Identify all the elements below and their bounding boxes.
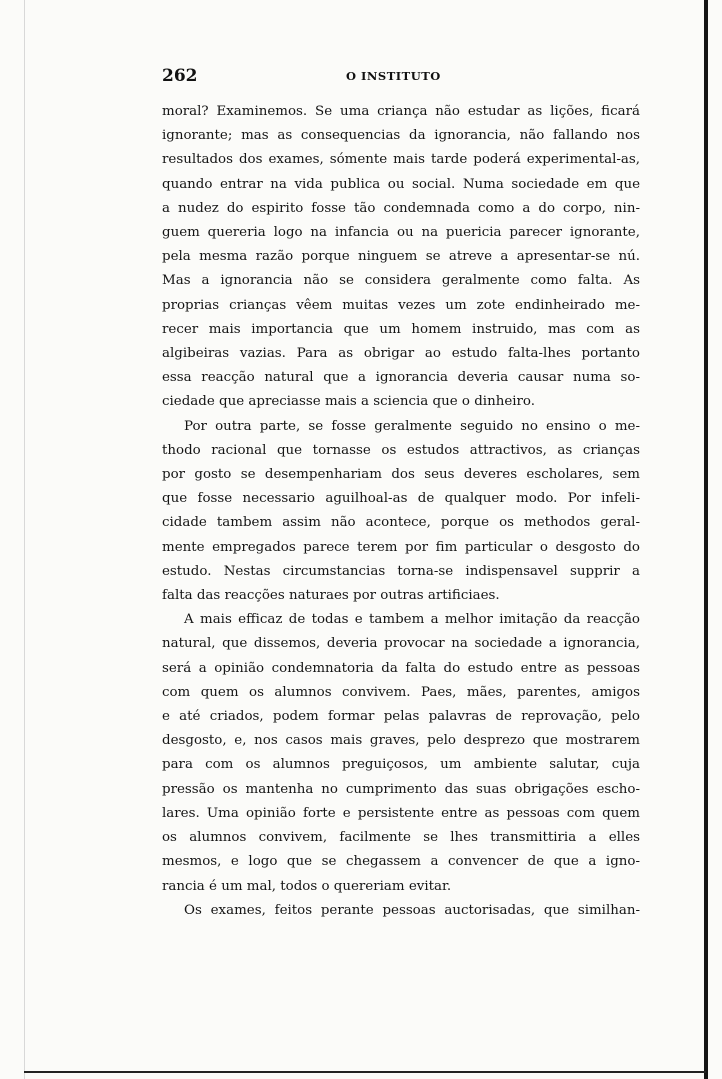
text-line: estudo. Nestas circumstancias torna-se indispensavel supprir a bbox=[162, 563, 640, 579]
text-line: Os exames, feitos perante pessoas auctorisadas, que similhan- bbox=[184, 902, 640, 918]
text-line: resultados dos exames, sómente mais tarde poderá experimental-as, bbox=[162, 152, 640, 168]
text-line: guem quereria logo na infancia ou na puericia parecer ignorante, bbox=[162, 225, 640, 241]
text-line: falta das reacções naturaes por outras artificiaes. bbox=[162, 588, 500, 604]
text-line: quando entrar na vida publica ou social. Numa sociedade em que bbox=[162, 176, 640, 192]
text-line: que fosse necessario aguilhoal-as de qualquer modo. Por infeli- bbox=[162, 491, 640, 507]
page-bottom-edge bbox=[24, 1071, 706, 1073]
text-line: com quem os alumnos convivem. Paes, mães, parentes, amigos bbox=[162, 684, 640, 700]
text-line: ciedade que apreciasse mais a sciencia que o dinheiro. bbox=[162, 394, 536, 410]
text-line: natural, que dissemos, deveria provocar na sociedade a ignorancia, bbox=[162, 636, 640, 652]
text-line: moral? Examinemos. Se uma criança não estudar as lições, ficará bbox=[162, 104, 640, 119]
text-line: thodo racional que tornasse os estudos attractivos, as crianças bbox=[162, 442, 640, 458]
text-line: algibeiras vazias. Para as obrigar ao estudo falta-lhes portanto bbox=[162, 346, 640, 362]
running-head: O INSTITUTO bbox=[346, 69, 441, 83]
text-line: cidade tambem assim não acontece, porque os methodos geral- bbox=[162, 515, 640, 531]
text-line: Mas a ignorancia não se considera geralmente como falta. As bbox=[162, 273, 640, 289]
text-line: essa reacção natural que a ignorancia deveria causar numa so- bbox=[162, 370, 640, 386]
body-text bbox=[162, 100, 640, 923]
text-line: e até criados, podem formar pelas palavras de reprovação, pelo bbox=[162, 709, 640, 725]
text-line: pressão os mantenha no cumprimento das suas obrigações escho- bbox=[162, 781, 640, 797]
text-line: para com os alumnos preguiçosos, um ambiente salutar, cuja bbox=[162, 757, 640, 773]
page-left-edge bbox=[24, 0, 25, 1079]
text-line: desgosto, e, nos casos mais graves, pelo desprezo que mostrarem bbox=[162, 733, 640, 749]
text-line: lares. Uma opinião forte e persistente entre as pessoas com quem bbox=[162, 805, 640, 821]
text-line: os alumnos convivem, facilmente se lhes transmittiria a elles bbox=[162, 830, 640, 846]
text-line: mente empregados parece terem por fim particular o desgosto do bbox=[162, 539, 640, 555]
page-header bbox=[162, 66, 640, 88]
page-number: 262 bbox=[162, 66, 198, 86]
text-line: pela mesma razão porque ninguem se atreve a apresentar-se nú. bbox=[162, 249, 640, 265]
text-line: Por outra parte, se fosse geralmente seguido no ensino o me- bbox=[184, 418, 640, 434]
text-line: rancia é um mal, todos o quereriam evitar. bbox=[162, 878, 452, 894]
text-line: a nudez do espirito fosse tão condemnada como a do corpo, nin- bbox=[162, 200, 640, 216]
text-line: será a opinião condemnatoria da falta do estudo entre as pessoas bbox=[162, 660, 640, 676]
text-line: ignorante; mas as consequencias da ignorancia, não fallando nos bbox=[162, 128, 640, 144]
text-line: A mais efficaz de todas e tambem a melhor imitação da reacção bbox=[184, 612, 640, 628]
text-line: por gosto se desempenhariam dos seus deveres escholares, sem bbox=[162, 467, 640, 483]
text-line: recer mais importancia que um homem instruido, mas com as bbox=[162, 321, 640, 337]
page-right-edge bbox=[704, 0, 708, 1079]
text-line: mesmos, e logo que se chegassem a convencer de que a igno- bbox=[162, 854, 640, 870]
text-line: proprias crianças vêem muitas vezes um zote endinheirado me- bbox=[162, 297, 640, 313]
